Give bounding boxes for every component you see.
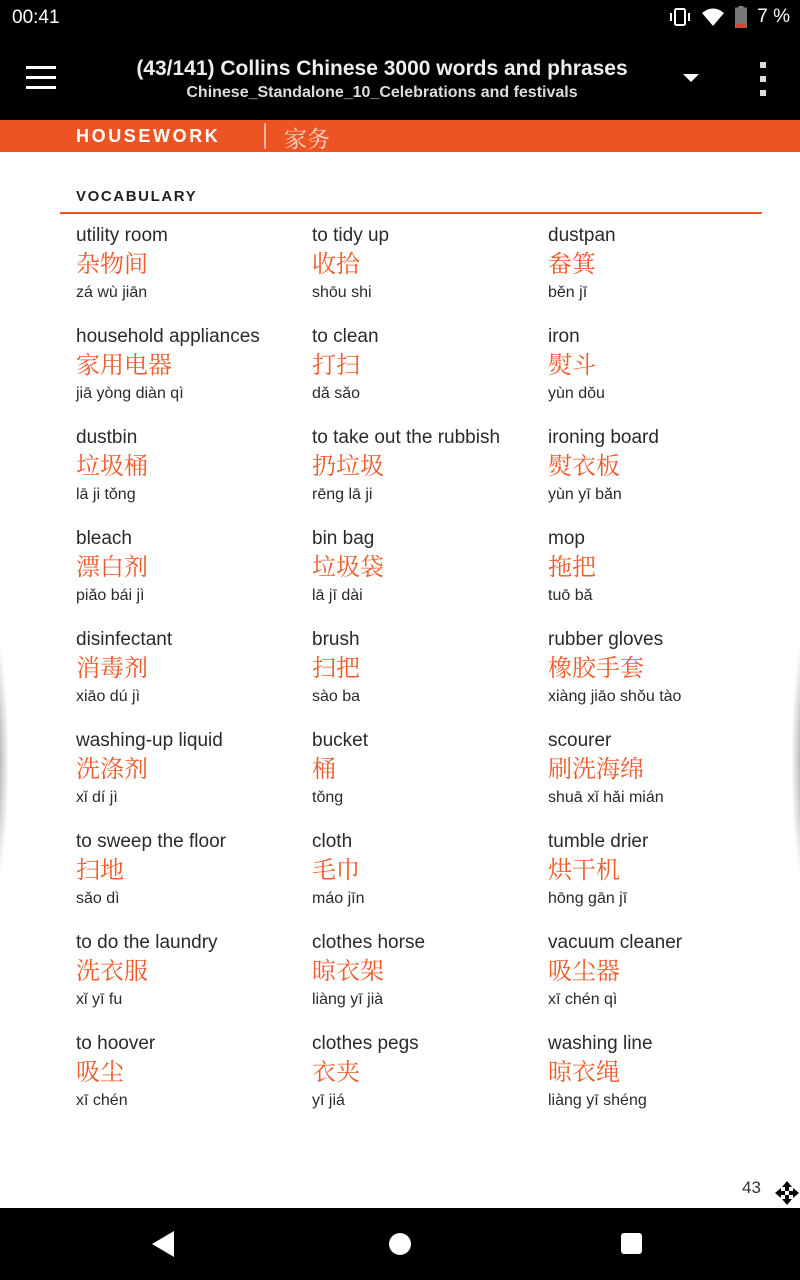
vocab-english: household appliances: [76, 326, 260, 347]
page-edge-left: [0, 640, 8, 880]
vocab-chinese: 扫地: [76, 856, 124, 884]
vocab-pinyin: yī jiá: [312, 1092, 345, 1109]
vocab-pinyin: tǒng: [312, 789, 344, 806]
document-subtitle: Chinese_Standalone_10_Celebrations and festivals: [186, 84, 578, 101]
vocab-pinyin: yùn dǒu: [548, 385, 605, 402]
vocab-english: mop: [548, 528, 585, 549]
banner-chinese: 家务: [284, 127, 330, 153]
vocab-english: vacuum cleaner: [548, 932, 683, 953]
vocab-entry: [312, 224, 548, 325]
vocabulary-grid: [76, 224, 784, 1133]
vocab-chinese: 刷洗海绵: [548, 755, 644, 783]
vocab-entry: [312, 325, 548, 426]
vocab-entry: [76, 426, 312, 527]
vocab-pinyin: piǎo bái jì: [76, 587, 145, 604]
vocab-chinese: 家用电器: [76, 351, 172, 379]
vocab-english: cloth: [312, 831, 353, 852]
vocab-entry: [312, 931, 548, 1032]
document-title: (43/141) Collins Chinese 3000 words and phrases: [136, 57, 628, 80]
home-circle-icon[interactable]: [389, 1233, 411, 1255]
vocab-entry: [548, 224, 784, 325]
vocab-entry: [312, 527, 548, 628]
vocab-chinese: 拖把: [548, 553, 596, 581]
vocab-english: clothes horse: [312, 932, 426, 953]
battery-percent: 7 %: [757, 6, 790, 27]
vocab-entry: [548, 527, 784, 628]
vocab-entry: [548, 426, 784, 527]
vocab-entry: [548, 325, 784, 426]
vocab-english: ironing board: [548, 427, 659, 448]
vocab-english: utility room: [76, 225, 168, 246]
vocab-chinese: 打扫: [312, 351, 360, 379]
vocab-pinyin: zá wù jiān: [76, 284, 148, 301]
vocab-chinese: 晾衣绳: [548, 1058, 620, 1086]
vocab-english: iron: [548, 326, 580, 347]
vocab-chinese: 毛巾: [312, 856, 360, 884]
vocab-entry: [548, 830, 784, 931]
vocab-entry: [76, 527, 312, 628]
wifi-icon: [701, 7, 725, 27]
vocab-english: to sweep the floor: [76, 831, 226, 852]
vocab-entry: [548, 1032, 784, 1133]
vocab-pinyin: lā ji tǒng: [76, 486, 136, 503]
vocab-pinyin: liàng yī shéng: [548, 1092, 647, 1109]
vocab-pinyin: yùn yī bǎn: [548, 486, 622, 503]
vocab-english: washing line: [548, 1033, 653, 1054]
vocab-entry: [76, 224, 312, 325]
vocab-chinese: 橡胶手套: [548, 654, 644, 682]
recents-square-icon[interactable]: [621, 1233, 642, 1254]
vocab-english: dustbin: [76, 427, 138, 448]
section-rule: [60, 212, 762, 214]
vocab-chinese: 洗衣服: [76, 957, 148, 985]
vocab-pinyin: jiā yòng diàn qì: [76, 385, 184, 402]
app-bar: [0, 36, 800, 120]
vocab-chinese: 垃圾袋: [312, 553, 384, 581]
vocab-entry: [76, 931, 312, 1032]
vocab-chinese: 漂白剂: [76, 553, 148, 581]
vocab-pinyin: tuō bǎ: [548, 587, 593, 604]
banner-english: HOUSEWORK: [76, 126, 221, 146]
vocab-pinyin: sào ba: [312, 688, 361, 705]
vocab-english: to do the laundry: [76, 932, 218, 953]
vocab-pinyin: xiàng jiāo shǒu tào: [548, 688, 682, 705]
vocab-english: tumble drier: [548, 831, 649, 852]
navigation-bar: [0, 1208, 800, 1280]
vocab-english: to take out the rubbish: [312, 427, 501, 448]
move-arrows-icon[interactable]: [774, 1180, 800, 1206]
vocab-english: washing-up liquid: [76, 730, 223, 751]
vocab-entry: [76, 628, 312, 729]
page-number: 43: [742, 1178, 761, 1197]
vocab-english: bin bag: [312, 528, 375, 549]
vocab-entry: [312, 1032, 548, 1133]
vocab-english: to clean: [312, 326, 379, 347]
vocab-entry: [76, 1032, 312, 1133]
app-bar-titles: [96, 56, 668, 104]
vocab-pinyin: xiāo dú jì: [76, 688, 141, 705]
book-page: [0, 120, 800, 1208]
vocab-pinyin: máo jīn: [312, 890, 365, 907]
status-icons: [669, 6, 790, 28]
vocab-pinyin: shōu shi: [312, 284, 372, 301]
vocab-english: to tidy up: [312, 225, 390, 246]
banner-divider: [264, 123, 266, 149]
vocab-english: dustpan: [548, 225, 616, 246]
vocab-chinese: 晾衣架: [312, 957, 384, 985]
vibrate-icon: [669, 7, 691, 27]
vocab-english: rubber gloves: [548, 629, 664, 650]
vocab-chinese: 烘干机: [548, 856, 620, 884]
vocab-chinese: 桶: [312, 755, 336, 783]
vocab-english: bleach: [76, 528, 132, 549]
vocab-english: disinfectant: [76, 629, 173, 650]
vocab-pinyin: dǎ sǎo: [312, 385, 361, 402]
status-bar: [0, 0, 800, 36]
chapter-banner: [0, 120, 800, 152]
vocab-entry: [76, 325, 312, 426]
vocab-chinese: 吸尘: [76, 1058, 124, 1086]
vocab-pinyin: sǎo dì: [76, 890, 120, 907]
vocab-entry: [76, 729, 312, 830]
vocab-entry: [76, 830, 312, 931]
vocab-entry: [312, 426, 548, 527]
vocab-pinyin: rēng lā ji: [312, 486, 373, 503]
vocab-entry: [548, 628, 784, 729]
vocab-english: to hoover: [76, 1033, 156, 1054]
vocab-chinese: 收拾: [312, 250, 360, 278]
vocab-chinese: 消毒剂: [76, 654, 148, 682]
vocab-chinese: 洗涤剂: [76, 755, 148, 783]
hamburger-menu-icon[interactable]: [26, 66, 56, 90]
vocab-chinese: 吸尘器: [548, 957, 620, 985]
vocab-english: bucket: [312, 730, 368, 751]
vocab-chinese: 扔垃圾: [312, 452, 384, 480]
vocab-pinyin: lā jī dài: [312, 587, 363, 604]
battery-icon: [735, 6, 747, 28]
vocab-chinese: 熨斗: [548, 351, 596, 379]
vocab-entry: [548, 729, 784, 830]
vocab-english: scourer: [548, 730, 612, 751]
vocab-english: clothes pegs: [312, 1033, 419, 1054]
vocab-pinyin: shuā xǐ hǎi mián: [548, 789, 664, 806]
page-edge-right: [792, 640, 800, 880]
vocab-entry: [548, 931, 784, 1032]
more-vert-icon[interactable]: [756, 62, 770, 96]
caret-down-icon[interactable]: [683, 74, 699, 82]
vocab-pinyin: xǐ yī fu: [76, 991, 123, 1008]
status-time: 00:41: [12, 7, 60, 28]
vocab-chinese: 畚箕: [548, 250, 596, 278]
vocab-chinese: 衣夹: [312, 1058, 360, 1086]
vocab-pinyin: xī chén qì: [548, 991, 618, 1008]
vocab-pinyin: xī chén: [76, 1092, 128, 1109]
vocab-english: brush: [312, 629, 360, 650]
vocab-pinyin: běn jī: [548, 284, 588, 301]
vocab-entry: [312, 729, 548, 830]
vocab-entry: [312, 830, 548, 931]
vocab-pinyin: hōng gān jī: [548, 890, 628, 907]
vocab-pinyin: liàng yī jià: [312, 991, 384, 1008]
vocab-chinese: 杂物间: [76, 250, 148, 278]
vocab-pinyin: xǐ dí jì: [76, 789, 118, 806]
vocab-chinese: 熨衣板: [548, 452, 620, 480]
vocab-chinese: 扫把: [312, 654, 360, 682]
vocab-chinese: 垃圾桶: [76, 452, 148, 480]
vocab-entry: [312, 628, 548, 729]
back-triangle-icon[interactable]: [152, 1231, 174, 1257]
section-title: VOCABULARY: [76, 188, 198, 205]
